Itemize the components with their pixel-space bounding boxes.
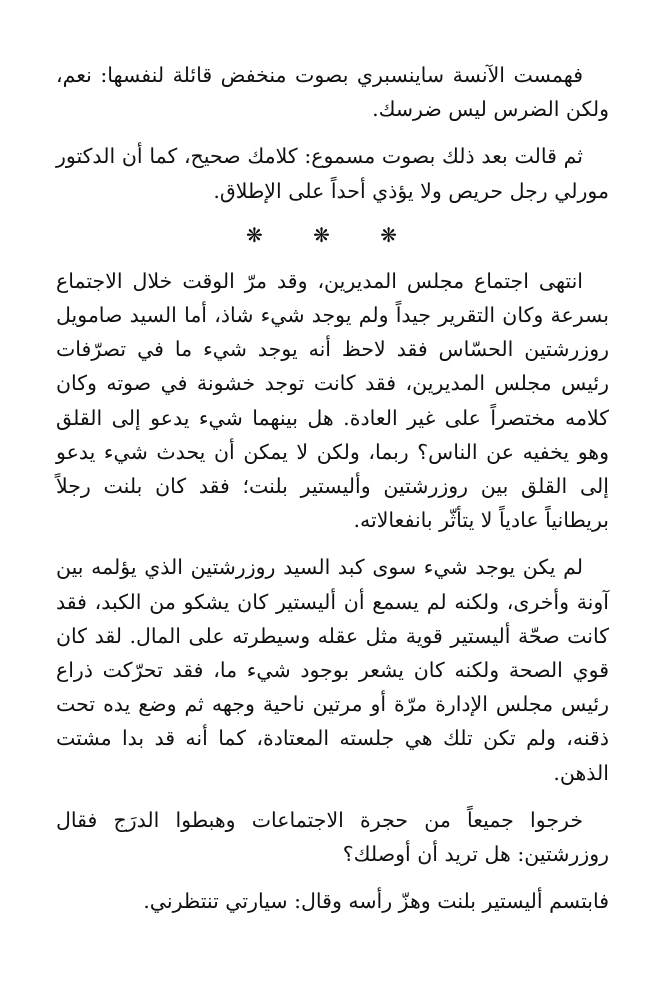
paragraph-2: ثم قالت بعد ذلك بصوت مسموع: كلامك صحيح، كما أن الدكتور مورلي رجل حريص ولا يؤذي أحداً على الإطلاق.: [56, 144, 609, 203]
section-separator: ❋ ❋ ❋: [246, 222, 419, 247]
paragraph-3: انتهى اجتماع مجلس المديرين، وقد مرّ الوقت خلال الاجتماع بسرعة وكان التقرير جيداً ولم يوجد شيء شاذ، أما السيد صامويل روزرشتين الحسّاس فقد لاحظ أنه يوجد شيء ما في تصرّفات رئيس مجلس المديرين، فقد كانت توجد خشونة في صوته وكان كلامه مختصراً على غير العادة. هل بينهما شيء يدعو إلى القلق وهو يخفيه عن الناس؟ ربما، ولكن لا يمكن أن يحدث شيء يدعو إلى القلق بين روزرشتين وأليستير بلنت؛ فقد كان بلنت رجلاً بريطانياً عادياً لا يتأثّر بانفعالاته.: [56, 268, 609, 533]
paragraph-4: لم يكن يوجد شيء سوى كبد السيد روزرشتين الذي يؤلمه بين آونة وأخرى، ولكنه لم يسمع أن أليستير كان يشكو من الكبد، فقد كانت صحّة أليستير قوية مثل عقله وسيطرته على المال. لقد كان قوي الصحة ولكنه كان يشعر بوجود شيء ما، فقد تحرّكت ذراع رئيس مجلس الإدارة مرّة أو مرتين ناحية وجهه ثم وضع يده تحت ذقنه، ولم تكن تلك هي جلسته المعتادة، كما أنه قد بدا مشتت الذهن.: [56, 555, 609, 785]
paragraph-6: فابتسم أليستير بلنت وهزّ رأسه وقال: سيارتي تنتظرني.: [143, 889, 609, 914]
paragraph-1: فهمست الآنسة ساينسبري بصوت منخفض قائلة لنفسها: نعم، ولكن الضرس ليس ضرسك.: [56, 63, 609, 122]
paragraph-5: خرجوا جميعاً من حجرة الاجتماعات وهبطوا الدرَج فقال روزرشتين: هل تريد أن أوصلك؟: [56, 807, 609, 867]
book-page: [56, 58, 609, 918]
